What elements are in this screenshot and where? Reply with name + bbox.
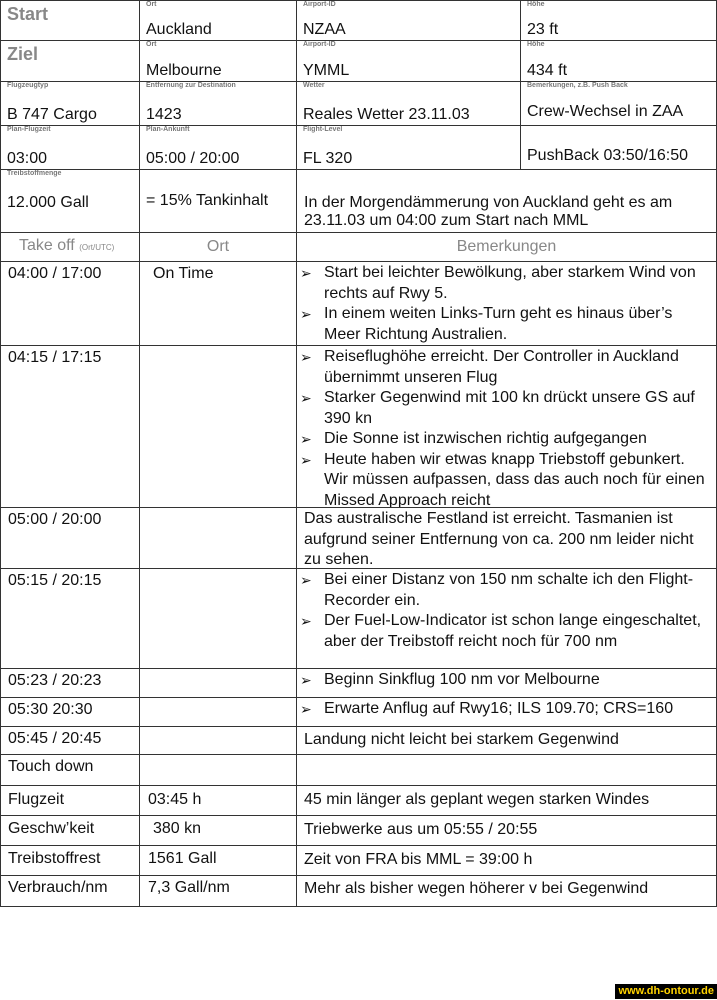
plan-ankunft-label: Plan-Ankunft [146,126,190,133]
remark-text: Heute haben wir etwas knapp Triebstoff gebunkert. Wir müssen aufpassen, dass das auch noch für einen Missed Approach reicht [324,450,705,508]
log-row-ort [140,876,297,907]
start-cell [1,1,140,41]
log-ort: 380 kn [153,820,202,837]
log-time: 04:15 / 17:15 [8,349,102,366]
tankinhalt-value: = 15% Tankinhalt [146,192,269,209]
log-time: 05:45 / 20:45 [8,730,102,747]
log-row-ort [140,786,297,816]
log-ort: 03:45 h [148,791,202,808]
log-row-ort [140,569,297,669]
arrow-bullet-icon: ➢ [300,572,312,588]
treibstoffmenge-cell [1,170,140,233]
log-row-remarks [297,876,717,907]
ziel-heading: Ziel [7,44,39,64]
log-row-time [1,698,140,727]
remark-text: Bei einer Distanz von 150 nm schalte ich den Flight-Recorder ein. [324,571,694,609]
col-bemerkungen-heading: Bemerkungen [297,233,717,262]
wetter-cell [297,82,521,126]
start-note-text: In der Morgendämmerung von Auckland geht es am 23.11.03 um 04:00 zum Start nach MML [304,194,673,229]
flugzeugtyp-cell [1,82,140,126]
ziel-ort-cell [140,41,297,82]
ziel-hoehe-cell [521,41,717,82]
wetter-value: Reales Wetter 23.11.03 [303,106,470,123]
remark-text: Das australische Festland ist erreicht. Tasmanien ist aufgrund seiner Entfernung von ca. 200 nm leider nicht zu sehen. [304,510,694,568]
plan-ankunft-value: 05:00 / 20:00 [146,150,240,167]
remark-bullet [300,304,713,345]
log-time: 04:00 / 17:00 [8,265,102,282]
website-footer-link[interactable]: www.dh-ontour.de [615,984,717,999]
log-row-remarks [297,786,717,816]
log-row-ort [140,346,297,508]
entfernung-value: 1423 [146,106,182,123]
flight-level-cell [297,126,521,170]
start-hoehe-cell [521,1,717,41]
log-row-time [1,816,140,846]
plan-flugzeit-label: Plan-Flugzeit [7,126,51,133]
log-row-ort [140,727,297,755]
log-row-time [1,262,140,346]
remark-text: Triebwerke aus um 05:55 / 20:55 [304,821,538,838]
ziel-airport-cell [297,41,521,82]
log-row-ort [140,698,297,727]
start-ort-cell [140,1,297,41]
start-hoehe-value: 23 ft [527,21,559,38]
remark-text: Landung nicht leicht bei starkem Gegenwind [304,731,619,748]
plan-flugzeit-cell [1,126,140,170]
log-row-remarks [297,727,717,755]
log-time: 05:30 20:30 [8,701,93,718]
start-heading: Start [7,4,49,24]
arrow-bullet-icon: ➢ [300,451,312,468]
ziel-airport-value: YMML [303,62,350,79]
log-ort: 1561 Gall [148,850,217,867]
plan-flugzeit-value: 03:00 [7,150,48,167]
ziel-ort-value: Melbourne [146,62,222,79]
flugzeugtyp-label: Flugzeugtyp [7,82,49,89]
flight-level-value: FL 320 [303,150,353,167]
arrow-bullet-icon: ➢ [300,701,312,717]
log-ort: 7,3 Gall/nm [148,879,230,896]
log-row-time [1,508,140,569]
log-row-remarks [297,698,717,727]
flight-level-label: Flight-Level [303,126,343,133]
arrow-bullet-icon: ➢ [300,349,312,365]
remark-text: Zeit von FRA bis MML = 39:00 h [304,851,533,868]
remark-bullet [300,263,713,304]
start-ort-value: Auckland [146,21,212,38]
log-ort: On Time [153,265,214,282]
treibstoffmenge-label: Treibstoffmenge [7,170,62,177]
entfernung-cell [140,82,297,126]
remark-bullet [300,570,713,611]
log-row-time [1,346,140,508]
log-time: Touch down [8,758,94,775]
ziel-cell [1,41,140,82]
bemerkungen-pushback-value: Crew-Wechsel in ZAA [527,103,684,120]
remark-bullet [300,388,713,429]
col-takeoff-heading [1,233,140,262]
log-time: 05:15 / 20:15 [8,572,102,589]
arrow-bullet-icon: ➢ [300,613,312,629]
remark-text: 45 min länger als geplant wegen starken Windes [304,791,650,808]
bemerkungen-pushback-cell [521,82,717,126]
remark-text: Erwarte Anflug auf Rwy16; ILS 109.70; CRS=160 [324,700,674,717]
remark-bullet [300,347,713,388]
remark-bullet [300,611,713,652]
start-hoehe-label: Höhe [527,1,545,8]
start-note-cell [297,170,717,233]
arrow-bullet-icon: ➢ [300,431,312,447]
log-row-ort [140,846,297,876]
log-time: Flugzeit [8,791,65,808]
log-row-time [1,569,140,669]
log-row-ort [140,262,297,346]
remark-text: Beginn Sinkflug 100 nm vor Melbourne [324,671,600,688]
col-takeoff-small: (Ort/UTC) [79,243,115,252]
remark-text: Reiseflughöhe erreicht. Der Controller in Auckland übernimmt unseren Flug [324,348,679,386]
log-row-ort [140,816,297,846]
remark-bullet [300,670,713,691]
log-row-time [1,846,140,876]
remark-text: Die Sonne ist inzwischen richtig aufgegangen [324,430,647,447]
remark-text: In einem weiten Links-Turn geht es hinaus über’s Meer Richtung Australien. [324,305,673,343]
log-row-time [1,786,140,816]
remark-bullet [300,699,713,720]
arrow-bullet-icon: ➢ [300,672,312,688]
wetter-label: Wetter [303,82,325,89]
log-row-remarks [297,262,717,346]
ziel-hoehe-value: 434 ft [527,62,568,79]
remark-text: Start bei leichter Bewölkung, aber starkem Wind von rechts auf Rwy 5. [324,264,696,302]
log-row-remarks [297,846,717,876]
log-row-ort [140,755,297,786]
remark-bullet [300,450,713,509]
log-row-time [1,876,140,907]
log-row-time [1,669,140,698]
remark-text: Mehr als bisher wegen höherer v bei Gegenwind [304,880,649,897]
arrow-bullet-icon: ➢ [300,265,312,281]
start-airport-cell [297,1,521,41]
col-takeoff-label: Take off [19,237,75,254]
arrow-bullet-icon: ➢ [300,390,312,406]
tankinhalt-cell [140,170,297,233]
plan-ankunft-cell [140,126,297,170]
ziel-hoehe-label: Höhe [527,41,545,48]
start-airport-label: Airport-ID [303,1,336,8]
pushback-value: PushBack 03:50/16:50 [527,147,689,164]
pushback-cell [521,126,717,170]
log-row-ort [140,508,297,569]
log-row-remarks [297,669,717,698]
start-ort-label: Ort [146,1,157,8]
flugzeugtyp-value: B 747 Cargo [7,106,97,123]
log-time: Verbrauch/nm [8,879,108,896]
remark-bullet [300,429,713,450]
log-row-remarks [297,346,717,508]
ziel-ort-label: Ort [146,41,157,48]
log-row-remarks [297,508,717,569]
log-row-time [1,727,140,755]
arrow-bullet-icon: ➢ [300,306,312,322]
log-row-time [1,755,140,786]
col-takeoff-text [19,237,114,255]
log-time: 05:23 / 20:23 [8,672,102,689]
log-time: Treibstoffrest [8,850,101,867]
log-time: Geschw’keit [8,820,95,837]
log-row-remarks [297,569,717,669]
log-row-ort [140,669,297,698]
bemerkungen-pushback-label: Bemerkungen, z.B. Push Back [527,82,628,89]
log-row-remarks [297,755,717,786]
col-ort-heading: Ort [140,233,297,262]
remark-text: Der Fuel-Low-Indicator ist schon lange eingeschaltet, aber der Treibstoff reicht noch für 700 nm [324,612,702,650]
entfernung-label: Entfernung zur Destination [146,82,236,89]
start-airport-value: NZAA [303,21,346,38]
ziel-airport-label: Airport-ID [303,41,336,48]
remark-text: Starker Gegenwind mit 100 kn drückt unsere GS auf 390 kn [324,389,695,427]
log-row-remarks [297,816,717,846]
treibstoffmenge-value: 12.000 Gall [7,194,89,211]
log-time: 05:00 / 20:00 [8,511,102,528]
